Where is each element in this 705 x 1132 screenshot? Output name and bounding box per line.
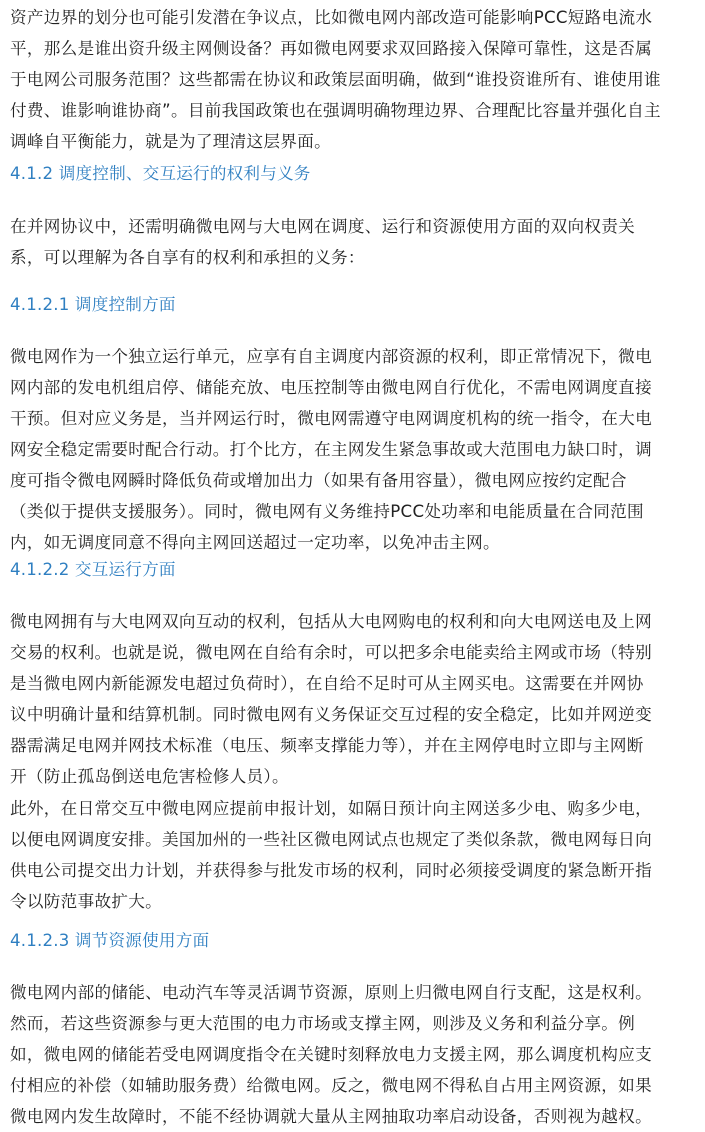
text-line: 如，微电网的储能若受电网调度指令在关键时刻释放电力支援主网，那么调度机构应支 <box>10 1045 652 1064</box>
text-line: 付费、谁影响谁协商”。目前我国政策也在强调明确物理边界、合理配比容量并强化自主 <box>10 101 661 120</box>
text-line: 调峰自平衡能力，就是为了理清这层界面。 <box>10 132 331 151</box>
text-line: 网内部的发电机组启停、储能充放、电压控制等由微电网自行优化，不需电网调度直接 <box>10 378 652 397</box>
section-4-1-2-1-paragraph <box>10 341 690 558</box>
text-line: 开（防止孤岛倒送电危害检修人员）。 <box>10 767 289 786</box>
text-line: 度可指令微电网瞬时降低负荷或增加出力（如果有备用容量），微电网应按约定配合 <box>10 471 627 490</box>
section-4-1-2-2-extra-paragraph <box>10 793 690 917</box>
text-line: 内，如无调度同意不得向主网回送超过一定功率，以免冲击主网。 <box>10 533 500 552</box>
text-line: 令以防范事故扩大。 <box>10 892 163 911</box>
text-line: 微电网作为一个独立运行单元，应享有自主调度内部资源的权利，即正常情况下，微电 <box>10 347 652 366</box>
text-line: 微电网内发生故障时，不能不经协调就大量从主网抽取功率启动设备，否则视为越权。 <box>10 1107 652 1126</box>
text-line: 资产边界的划分也可能引发潜在争议点，比如微电网内部改造可能影响PCC短路电流水 <box>10 8 653 27</box>
text-line: 供电公司提交出力计划，并获得参与批发市场的权利，同时必须接受调度的紧急断开指 <box>10 861 652 880</box>
text-line: 系，可以理解为各自享有的权利和承担的义务： <box>10 248 365 267</box>
text-line: 微电网内部的储能、电动汽车等灵活调节资源，原则上归微电网自行支配，这是权利。 <box>10 983 652 1002</box>
text-line: 在并网协议中，还需明确微电网与大电网在调度、运行和资源使用方面的双向权责关 <box>10 217 636 236</box>
text-line: 议中明确计量和结算机制。同时微电网有义务保证交互过程的安全稳定，比如并网逆变 <box>10 705 652 724</box>
text-line: 付相应的补偿（如辅助服务费）给微电网。反之，微电网不得私自占用主网资源，如果 <box>10 1076 652 1095</box>
section-heading-4-1-2-2: 4.1.2.2 交互运行方面 <box>10 560 176 579</box>
text-line: 干预。但对应义务是，当并网运行时，微电网需遵守电网调度机构的统一指令，在大电 <box>10 409 652 428</box>
section-heading-4-1-2: 4.1.2 调度控制、交互运行的权利与义务 <box>10 164 311 183</box>
section-4-1-2-3-paragraph <box>10 977 690 1132</box>
text-line: 器需满足电网并网技术标准（电压、频率支撑能力等），并在主网停电时立即与主网断 <box>10 736 644 755</box>
section-heading-4-1-2-3: 4.1.2.3 调节资源使用方面 <box>10 931 210 950</box>
text-line: （类似于提供支援服务）。同时，微电网有义务维持PCC处功率和电能质量在合同范围 <box>10 502 644 521</box>
text-line: 交易的权利。也就是说，微电网在自给有余时，可以把多余电能卖给主网或市场（特别 <box>10 643 652 662</box>
section-4-1-2-2-paragraph <box>10 606 690 792</box>
text-line: 此外，在日常交互中微电网应提前申报计划，如隔日预计向主网送多少电、购多少电， <box>10 799 652 818</box>
section-4-1-2-paragraph <box>10 211 690 273</box>
text-line: 是当微电网内新能源发电超过负荷时），在自给不足时可从主网买电。这需要在并网协 <box>10 674 644 693</box>
section-heading-4-1-2-1: 4.1.2.1 调度控制方面 <box>10 295 176 314</box>
text-line: 然而，若这些资源参与更大范围的电力市场或支撑主网，则涉及义务和利益分享。例 <box>10 1014 636 1033</box>
text-line: 平，那么是谁出资升级主网侧设备？再如微电网要求双回路接入保障可靠性，这是否属 <box>10 39 652 58</box>
text-line: 网安全稳定需要时配合行动。打个比方，在主网发生紧急事故或大范围电力缺口时，调 <box>10 440 652 459</box>
text-line: 于电网公司服务范围？这些都需在协议和政策层面明确，做到“谁投资谁所有、谁使用谁 <box>10 70 661 89</box>
text-line: 以便电网调度安排。美国加州的一些社区微电网试点也规定了类似条款，微电网每日向 <box>10 830 652 849</box>
text-line: 微电网拥有与大电网双向互动的权利，包括从大电网购电的权利和向大电网送电及上网 <box>10 612 652 631</box>
intro-paragraph <box>10 2 690 157</box>
